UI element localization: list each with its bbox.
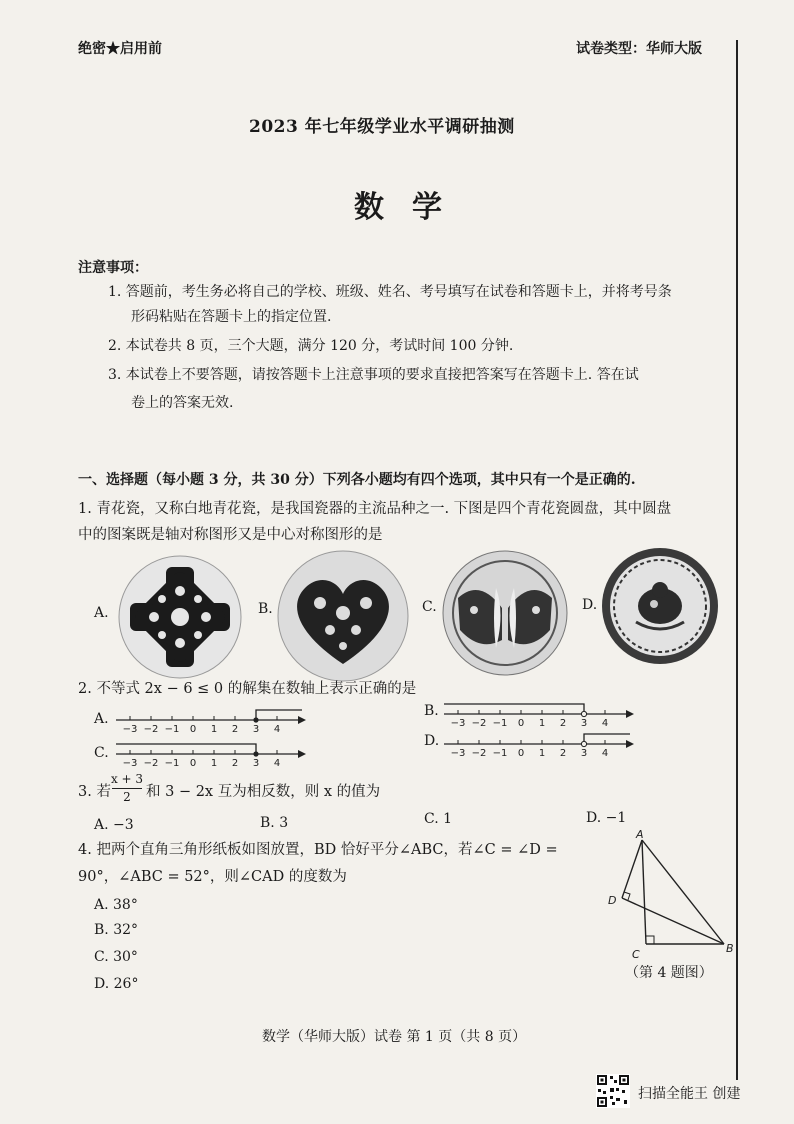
question-3-prefix: 3. 若 xyxy=(78,784,111,800)
point-label-a: A xyxy=(636,828,644,841)
q3-option-a: A. −3 xyxy=(94,817,134,833)
triangle-figure xyxy=(604,824,744,964)
tick-label: 1 xyxy=(538,748,546,759)
notice-title: 注意事项： xyxy=(78,260,148,276)
tick-label: 1 xyxy=(210,724,218,735)
tick-label: −3 xyxy=(450,748,466,759)
plate-c-label: C. xyxy=(422,599,437,615)
plate-c-image xyxy=(440,548,570,678)
q2-option-a-label: A. xyxy=(94,711,109,727)
plate-b-image xyxy=(275,548,411,684)
q4-option-a: A. 38° xyxy=(94,897,138,913)
number-line-c xyxy=(112,734,308,770)
q4-option-d: D. 26° xyxy=(94,976,139,992)
q3-option-c: C. 1 xyxy=(424,811,453,827)
tick-label: −2 xyxy=(471,718,487,729)
tick-label: 4 xyxy=(273,724,281,735)
tick-label: −2 xyxy=(143,758,159,769)
tick-label: 1 xyxy=(210,758,218,769)
question-1-stem: 1. 青花瓷，又称白地青花瓷，是我国瓷器的主流品种之一. 下图是四个青花瓷圆盘，其中圆盘 xyxy=(78,501,672,517)
question-4-stem-cont: 90°，∠ABC = 52°，则∠CAD 的度数为 xyxy=(78,869,347,885)
tick-label: −1 xyxy=(492,748,508,759)
tick-label: −1 xyxy=(164,724,180,735)
subject-title: 数学 xyxy=(354,190,470,225)
plate-a-label: A. xyxy=(94,605,109,621)
tick-label: 4 xyxy=(273,758,281,769)
notice-item: 3. 本试卷上不要答题，请按答题卡上注意事项的要求直接把答案写在答题卡上. 答在试 xyxy=(108,367,639,383)
tick-label: 0 xyxy=(517,748,525,759)
tick-label: 2 xyxy=(559,748,567,759)
q2-option-c-label: C. xyxy=(94,745,109,761)
tick-label: 4 xyxy=(601,748,609,759)
plate-d-image xyxy=(600,546,720,666)
tick-label: 3 xyxy=(252,758,260,769)
point-label-d: D xyxy=(608,894,617,907)
question-1-stem-cont: 中的图案既是轴对称图形又是中心对称图形的是 xyxy=(78,527,383,543)
tick-label: 3 xyxy=(580,718,588,729)
notice-item: 形码粘贴在答题卡上的指定位置. xyxy=(131,309,332,325)
q4-option-c: C. 30° xyxy=(94,949,138,965)
tick-label: 4 xyxy=(601,718,609,729)
notice-item: 2. 本试卷共 8 页，三个大题，满分 120 分，考试时间 100 分钟. xyxy=(108,338,514,354)
page-footer: 数学（华师大版）试卷 第 1 页（共 8 页） xyxy=(262,1029,527,1045)
point-label-c: C xyxy=(632,948,640,961)
tick-label: 0 xyxy=(189,758,197,769)
tick-label: −3 xyxy=(122,724,138,735)
tick-label: −3 xyxy=(122,758,138,769)
notice-item: 1. 答题前，考生务必将自己的学校、班级、姓名、考号填写在试卷和答题卡上，并将考号条 xyxy=(108,284,672,300)
exam-title: 2023 年七年级学业水平调研抽测 xyxy=(249,117,515,137)
tick-label: −3 xyxy=(450,718,466,729)
tick-label: 3 xyxy=(252,724,260,735)
tick-label: −2 xyxy=(143,724,159,735)
plate-d-label: D. xyxy=(582,597,598,613)
tick-label: 0 xyxy=(517,718,525,729)
q2-option-b-label: B. xyxy=(424,703,439,719)
paper-type-label: 试卷类型：华师大版 xyxy=(576,41,702,57)
q3-option-d: D. −1 xyxy=(586,810,627,826)
question-3-fraction-bar xyxy=(112,788,142,789)
tick-label: 3 xyxy=(580,748,588,759)
q4-option-b: B. 32° xyxy=(94,922,139,938)
question-3-fraction-numerator: x + 3 xyxy=(110,772,144,786)
tick-label: −2 xyxy=(471,748,487,759)
question-2-stem: 2. 不等式 2x − 6 ≤ 0 的解集在数轴上表示正确的是 xyxy=(78,681,417,697)
tick-label: 1 xyxy=(538,718,546,729)
number-line-d xyxy=(440,724,636,760)
qr-code-icon xyxy=(596,1074,630,1108)
figure-caption: （第 4 题图） xyxy=(625,965,713,981)
section-heading: 一、选择题（每小题 3 分，共 30 分）下列各小题均有四个选项，其中只有一个是正确的. xyxy=(78,472,636,488)
notice-item: 卷上的答案无效. xyxy=(131,395,234,411)
question-3-stem: 和 3 − 2x 互为相反数，则 x 的值为 xyxy=(146,784,381,800)
scanner-watermark: 扫描全能王 创建 xyxy=(638,1086,741,1102)
tick-label: −1 xyxy=(164,758,180,769)
tick-label: −1 xyxy=(492,718,508,729)
plate-b-label: B. xyxy=(258,601,273,617)
question-3-fraction-denominator: 2 xyxy=(123,790,131,804)
tick-label: 0 xyxy=(189,724,197,735)
tick-label: 2 xyxy=(231,724,239,735)
number-line-a xyxy=(112,700,308,736)
tick-label: 2 xyxy=(231,758,239,769)
question-4-stem: 4. 把两个直角三角形纸板如图放置，BD 恰好平分∠ABC，若∠C = ∠D = xyxy=(78,842,558,858)
plate-a-image xyxy=(116,553,244,681)
confidential-label: 绝密★启用前 xyxy=(78,41,162,57)
tick-label: 2 xyxy=(559,718,567,729)
point-label-b: B xyxy=(726,942,734,955)
q3-option-b: B. 3 xyxy=(260,815,289,831)
q2-option-d-label: D. xyxy=(424,733,440,749)
